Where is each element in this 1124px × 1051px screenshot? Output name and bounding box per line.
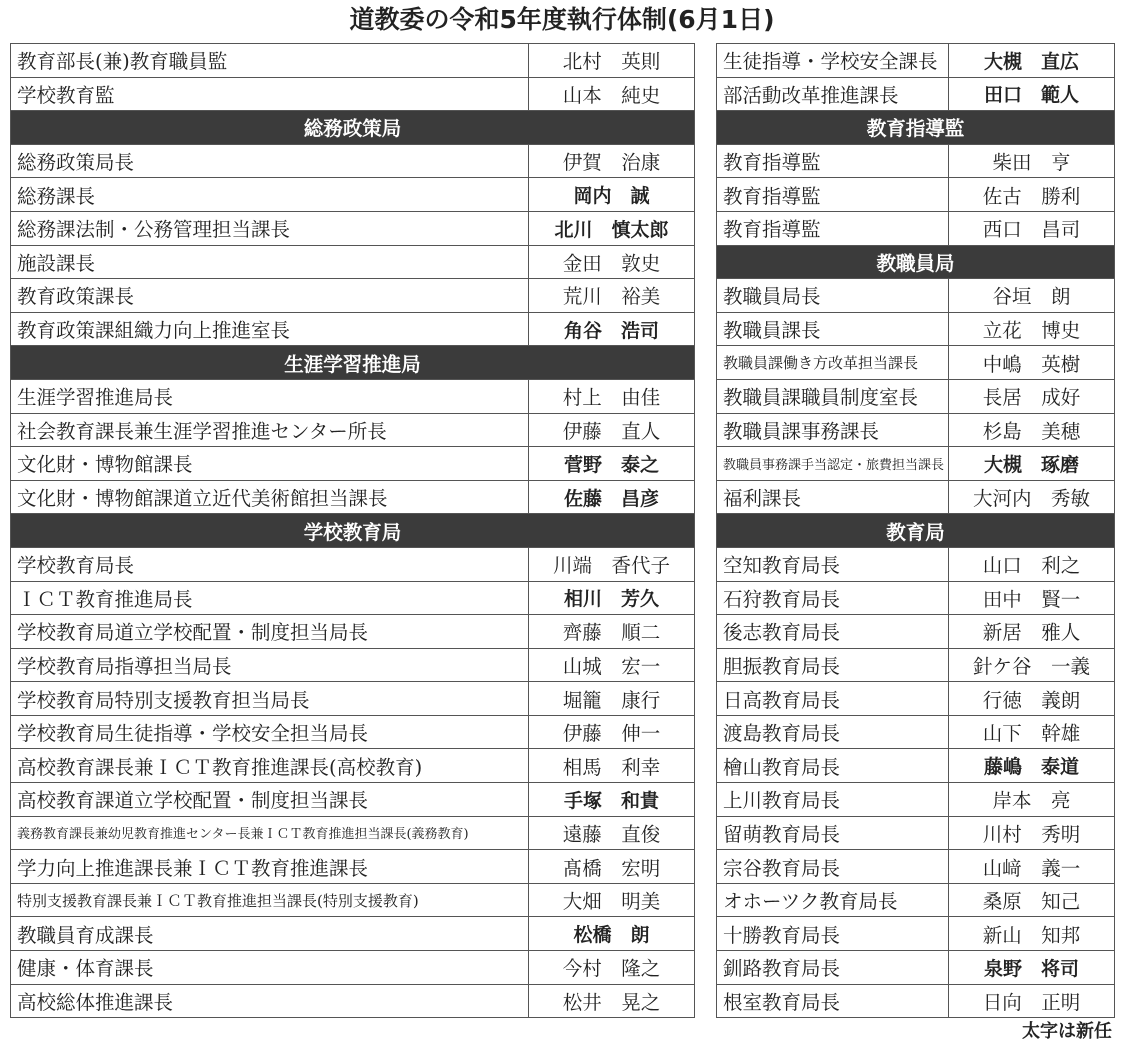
position-cell: 教職員課事務課長: [717, 413, 949, 447]
name-cell: 行徳 義朗: [949, 682, 1115, 716]
name-cell: 長居 成好: [949, 379, 1115, 413]
position-cell: 学校教育局生徒指導・学校安全担当局長: [11, 715, 529, 749]
name-cell: 佐藤 昌彦: [529, 480, 695, 514]
position-cell: 教育指導監: [717, 144, 949, 178]
table-row: [11, 413, 695, 447]
name-cell: 岸本 亮: [949, 783, 1115, 817]
position-cell: 教職員事務課手当認定・旅費担当課長: [717, 447, 949, 481]
name-cell: 北村 英則: [529, 44, 695, 78]
position-cell: 生涯学習推進局長: [11, 379, 529, 413]
table-row: [717, 749, 1115, 783]
table-row: [717, 547, 1115, 581]
position-cell: 教職員課働き方改革担当課長: [717, 346, 949, 380]
name-cell: 大畑 明美: [529, 883, 695, 917]
name-cell: 桑原 知己: [949, 883, 1115, 917]
position-cell: 高校教育課長兼ＩＣＴ教育推進課長(高校教育): [11, 749, 529, 783]
table-row: [11, 547, 695, 581]
name-cell: 堀籠 康行: [529, 682, 695, 716]
name-cell: 川端 香代子: [529, 547, 695, 581]
name-cell: 遠藤 直俊: [529, 816, 695, 850]
table-row: [11, 279, 695, 313]
name-cell: 北川 慎太郎: [529, 211, 695, 245]
position-cell: 健康・体育課長: [11, 951, 529, 985]
table-row: [717, 413, 1115, 447]
name-cell: 手塚 和貴: [529, 783, 695, 817]
section-header: 総務政策局: [11, 111, 695, 145]
name-cell: 柴田 亨: [949, 144, 1115, 178]
name-cell: 田口 範人: [949, 77, 1115, 111]
name-cell: 山﨑 義一: [949, 850, 1115, 884]
section-header-row: [11, 514, 695, 548]
position-cell: 福利課長: [717, 480, 949, 514]
table-row: [717, 682, 1115, 716]
name-cell: 山口 利之: [949, 547, 1115, 581]
table-row: [11, 211, 695, 245]
table-row: [11, 44, 695, 78]
table-row: [717, 951, 1115, 985]
position-cell: 渡島教育局長: [717, 715, 949, 749]
table-row: [717, 144, 1115, 178]
name-cell: 髙橋 宏明: [529, 850, 695, 884]
table-row: [11, 951, 695, 985]
table-row: [717, 447, 1115, 481]
position-cell: 根室教育局長: [717, 984, 949, 1018]
position-cell: 総務課長: [11, 178, 529, 212]
position-cell: 高校総体推進課長: [11, 984, 529, 1018]
page-title: 道教委の令和5年度執行体制(6月1日): [349, 5, 775, 34]
section-header-row: [717, 245, 1115, 279]
name-cell: 新居 雅人: [949, 615, 1115, 649]
roster-table-right: [716, 43, 1115, 1018]
table-row: [717, 615, 1115, 649]
table-row: [11, 77, 695, 111]
position-cell: 高校教育課道立学校配置・制度担当課長: [11, 783, 529, 817]
position-cell: 学校教育局長: [11, 547, 529, 581]
position-cell: 文化財・博物館課道立近代美術館担当課長: [11, 480, 529, 514]
name-cell: 岡内 誠: [529, 178, 695, 212]
name-cell: 松井 晃之: [529, 984, 695, 1018]
table-row: [717, 984, 1115, 1018]
table-row: [11, 480, 695, 514]
name-cell: 西口 昌司: [949, 211, 1115, 245]
section-header-row: [717, 111, 1115, 145]
name-cell: 泉野 将司: [949, 951, 1115, 985]
position-cell: 教職員課職員制度室長: [717, 379, 949, 413]
name-cell: 齊藤 順二: [529, 615, 695, 649]
table-row: [717, 850, 1115, 884]
name-cell: 今村 隆之: [529, 951, 695, 985]
table-row: [717, 816, 1115, 850]
position-cell: 学校教育局特別支援教育担当局長: [11, 682, 529, 716]
table-row: [11, 984, 695, 1018]
name-cell: 伊藤 直人: [529, 413, 695, 447]
name-cell: 新山 知邦: [949, 917, 1115, 951]
name-cell: 荒川 裕美: [529, 279, 695, 313]
name-cell: 角谷 浩司: [529, 312, 695, 346]
table-row: [11, 379, 695, 413]
section-header-row: [11, 111, 695, 145]
position-cell: 学校教育監: [11, 77, 529, 111]
position-cell: 学力向上推進課長兼ＩＣＴ教育推進課長: [11, 850, 529, 884]
name-cell: 松橋 朗: [529, 917, 695, 951]
position-cell: 教育指導監: [717, 211, 949, 245]
table-row: [11, 850, 695, 884]
table-row: [11, 715, 695, 749]
name-cell: 谷垣 朗: [949, 279, 1115, 313]
position-cell: 教育部長(兼)教育職員監: [11, 44, 529, 78]
position-cell: 上川教育局長: [717, 783, 949, 817]
name-cell: 立花 博史: [949, 312, 1115, 346]
table-row: [717, 279, 1115, 313]
position-cell: 教職員局長: [717, 279, 949, 313]
name-cell: 川村 秀明: [949, 816, 1115, 850]
table-row: [11, 178, 695, 212]
name-cell: 中嶋 英樹: [949, 346, 1115, 380]
position-cell: 石狩教育局長: [717, 581, 949, 615]
position-cell: 学校教育局指導担当局長: [11, 648, 529, 682]
position-cell: 生徒指導・学校安全課長: [717, 44, 949, 78]
name-cell: 金田 敦史: [529, 245, 695, 279]
name-cell: 伊賀 治康: [529, 144, 695, 178]
section-header: 教育指導監: [717, 111, 1115, 145]
section-header-row: [11, 346, 695, 380]
position-cell: 空知教育局長: [717, 547, 949, 581]
section-header: 学校教育局: [11, 514, 695, 548]
name-cell: 杉島 美穂: [949, 413, 1115, 447]
name-cell: 田中 賢一: [949, 581, 1115, 615]
position-cell: 教職員育成課長: [11, 917, 529, 951]
name-cell: 大槻 琢磨: [949, 447, 1115, 481]
name-cell: 大河内 秀敏: [949, 480, 1115, 514]
table-row: [11, 749, 695, 783]
name-cell: 山城 宏一: [529, 648, 695, 682]
position-cell: 義務教育課長兼幼児教育推進センター長兼ＩＣＴ教育推進担当課長(義務教育): [11, 816, 529, 850]
table-row: [11, 144, 695, 178]
section-header: 生涯学習推進局: [11, 346, 695, 380]
name-cell: 日向 正明: [949, 984, 1115, 1018]
name-cell: 山下 幹雄: [949, 715, 1115, 749]
name-cell: 大槻 直広: [949, 44, 1115, 78]
legend-note: 太字は新任: [1022, 1021, 1112, 1042]
position-cell: オホーツク教育局長: [717, 883, 949, 917]
position-cell: 釧路教育局長: [717, 951, 949, 985]
table-row: [11, 648, 695, 682]
section-header: 教職員局: [717, 245, 1115, 279]
name-cell: 相川 芳久: [529, 581, 695, 615]
table-row: [11, 615, 695, 649]
name-cell: 佐古 勝利: [949, 178, 1115, 212]
table-row: [11, 245, 695, 279]
table-row: [717, 917, 1115, 951]
name-cell: 菅野 泰之: [529, 447, 695, 481]
position-cell: 檜山教育局長: [717, 749, 949, 783]
position-cell: 社会教育課長兼生涯学習推進センター所長: [11, 413, 529, 447]
table-row: [11, 816, 695, 850]
name-cell: 針ケ谷 一義: [949, 648, 1115, 682]
position-cell: 教育政策課長: [11, 279, 529, 313]
position-cell: 教職員課長: [717, 312, 949, 346]
position-cell: 教育指導監: [717, 178, 949, 212]
table-row: [11, 312, 695, 346]
table-row: [717, 379, 1115, 413]
position-cell: 総務政策局長: [11, 144, 529, 178]
position-cell: 十勝教育局長: [717, 917, 949, 951]
position-cell: 教育政策課組織力向上推進室長: [11, 312, 529, 346]
table-row: [717, 312, 1115, 346]
name-cell: 山本 純史: [529, 77, 695, 111]
table-row: [717, 44, 1115, 78]
position-cell: 総務課法制・公務管理担当課長: [11, 211, 529, 245]
table-row: [717, 346, 1115, 380]
table-row: [11, 883, 695, 917]
position-cell: 留萌教育局長: [717, 816, 949, 850]
position-cell: 宗谷教育局長: [717, 850, 949, 884]
table-row: [717, 178, 1115, 212]
section-header-row: [717, 514, 1115, 548]
name-cell: 村上 由佳: [529, 379, 695, 413]
table-row: [717, 480, 1115, 514]
position-cell: 特別支援教育課長兼ＩＣＴ教育推進担当課長(特別支援教育): [11, 883, 529, 917]
position-cell: 文化財・博物館課長: [11, 447, 529, 481]
position-cell: 学校教育局道立学校配置・制度担当局長: [11, 615, 529, 649]
name-cell: 藤嶋 泰道: [949, 749, 1115, 783]
table-row: [11, 581, 695, 615]
table-row: [11, 917, 695, 951]
table-row: [11, 682, 695, 716]
table-row: [717, 783, 1115, 817]
table-row: [11, 447, 695, 481]
table-row: [717, 211, 1115, 245]
position-cell: 胆振教育局長: [717, 648, 949, 682]
position-cell: ＩＣＴ教育推進局長: [11, 581, 529, 615]
name-cell: 相馬 利幸: [529, 749, 695, 783]
table-row: [717, 883, 1115, 917]
roster-table-left: [10, 43, 695, 1018]
table-row: [717, 715, 1115, 749]
table-row: [717, 648, 1115, 682]
position-cell: 部活動改革推進課長: [717, 77, 949, 111]
table-row: [11, 783, 695, 817]
position-cell: 施設課長: [11, 245, 529, 279]
section-header: 教育局: [717, 514, 1115, 548]
table-row: [717, 77, 1115, 111]
table-row: [717, 581, 1115, 615]
name-cell: 伊藤 伸一: [529, 715, 695, 749]
position-cell: 日高教育局長: [717, 682, 949, 716]
position-cell: 後志教育局長: [717, 615, 949, 649]
